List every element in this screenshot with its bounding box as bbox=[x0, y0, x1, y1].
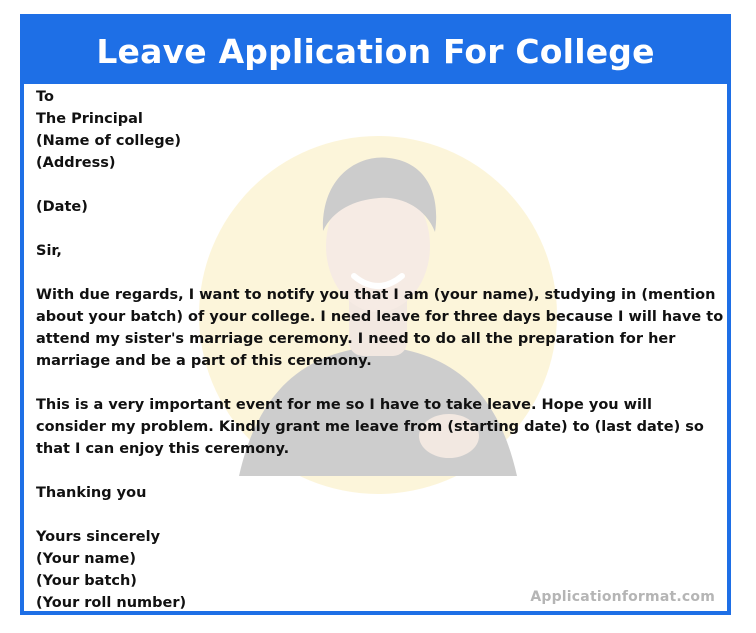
letter-recipient: The Principal bbox=[36, 111, 143, 127]
letter-signoff: Yours sincerely bbox=[36, 529, 161, 545]
letter-salutation: Sir, bbox=[36, 243, 62, 259]
letter-to: To bbox=[36, 89, 54, 105]
letter-paragraph-1: With due regards, I want to notify you that I am (your name), studying in (mention about your batch) of your college. I need leave for three days because I will have to attend my sister's marriage ceremony. I need to do all the preparation for her marriage and be a part of this ceremony. bbox=[36, 287, 724, 369]
letter-college: (Name of college) bbox=[36, 133, 182, 149]
page-title: Leave Application For College bbox=[96, 31, 655, 71]
letter-address: (Address) bbox=[36, 155, 116, 171]
letter-frame bbox=[20, 14, 731, 615]
letter-your-batch: (Your batch) bbox=[36, 573, 137, 589]
letter-closing: Thanking you bbox=[36, 485, 147, 501]
title-banner bbox=[24, 18, 727, 84]
letter-body bbox=[36, 86, 726, 614]
letter-date: (Date) bbox=[36, 199, 88, 215]
letter-your-name: (Your name) bbox=[36, 551, 136, 567]
letter-roll-number: (Your roll number) bbox=[36, 595, 187, 611]
site-brand: Applicationformat.com bbox=[530, 589, 715, 605]
letter-paragraph-2: This is a very important event for me so I have to take leave. Hope you will consider my problem. Kindly grant me leave from (starting date) to (last date) so that I can enjoy this ceremony. bbox=[36, 397, 704, 457]
